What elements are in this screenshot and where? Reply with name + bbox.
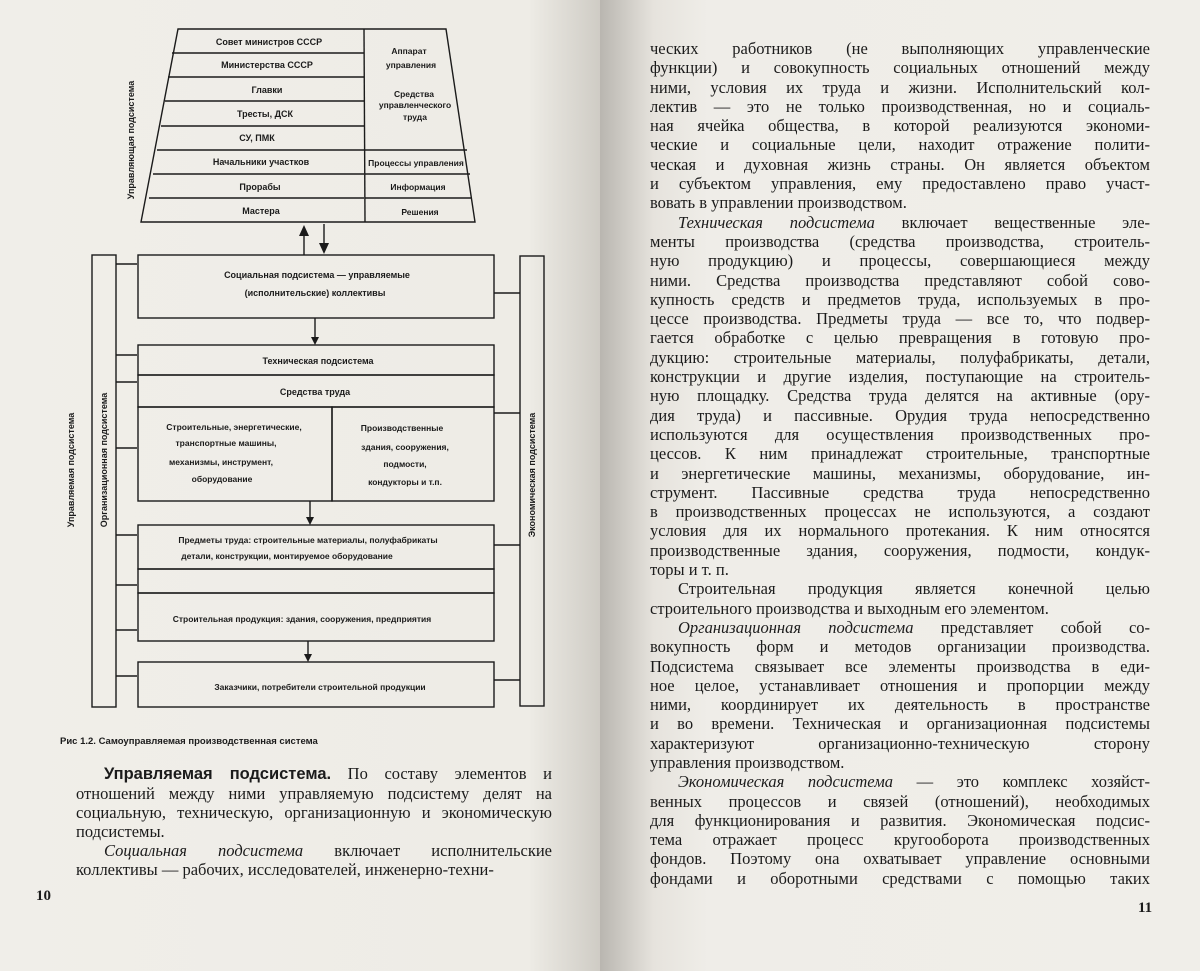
figure-caption: Рис 1.2. Самоуправляемая производственная система bbox=[60, 736, 318, 747]
social-box-text: (исполнительские) коллективы bbox=[244, 288, 386, 298]
left-body-text bbox=[76, 764, 552, 879]
processes-label: Процессы управления bbox=[368, 158, 464, 168]
apparatus-label: управления bbox=[385, 60, 437, 70]
customers-box-text: Заказчики, потребители строительной продукции bbox=[214, 682, 426, 692]
information-label: Информация bbox=[390, 182, 446, 192]
right-body-text bbox=[650, 39, 1150, 888]
term: Техническая подсистема bbox=[678, 212, 875, 232]
technical-box-text: Техническая подсистема bbox=[262, 356, 374, 366]
products-box-text: Строительная продукция: здания, сооружения, предприятия bbox=[172, 614, 432, 624]
pyramid-level: Министерства СССР bbox=[221, 60, 313, 70]
paragraph: Управляемая подсистема. По составу элементов и отношений между ними управляемую подсистему делят на социальную, техническую, организационную и экономическую подсистемы. bbox=[76, 764, 552, 841]
economic-subsystem-label: Экономическая подсистема bbox=[527, 412, 537, 538]
objects-box-text: детали, конструкции, монтируемое оборудование bbox=[181, 551, 393, 561]
paragraph: Экономическая подсистема — это комплекс хозяйст- венных процессов и связей (отношений), необходимых для функционирования и развития. Экономическая подсис- тема отражает процесс кругооборота производственных фондов. Поэтому она охватывает управление основными фондами и оборотными средствами с помощью таких bbox=[650, 772, 1150, 888]
passive-means-text: подмости, bbox=[383, 459, 427, 469]
means-label: Средства bbox=[393, 89, 435, 99]
passive-means-text: здания, сооружения, bbox=[361, 442, 449, 452]
social-box-text: Социальная подсистема — управляемые bbox=[224, 270, 410, 280]
apparatus-label: Аппарат bbox=[391, 46, 427, 56]
paragraph: Строительная продукция является конечной целью строительного производства и выходным его элементом. bbox=[650, 579, 1150, 618]
active-means-text: Строительные, энергетические, bbox=[166, 422, 302, 432]
term: Организационная подсистема bbox=[678, 617, 914, 637]
pyramid-level: СУ, ПМК bbox=[239, 133, 275, 143]
term: Экономическая подсистема bbox=[678, 772, 894, 792]
arrowhead-down bbox=[319, 243, 329, 254]
pyramid-level: Тресты, ДСК bbox=[236, 109, 294, 119]
passive-means-text: кондукторы и т.п. bbox=[368, 477, 442, 487]
active-means-text: транспортные машины, bbox=[175, 438, 277, 448]
managed-subsystem-label: Управляемая подсистема bbox=[66, 412, 76, 528]
paragraph: Социальная подсистема включает исполнительские коллективы — рабочих, исследователей, инженерно-техни- bbox=[76, 841, 553, 879]
active-means-text: оборудование bbox=[191, 474, 253, 484]
pyramid-level: Прорабы bbox=[239, 182, 281, 192]
production-system-diagram bbox=[0, 0, 600, 735]
means-label: труда bbox=[403, 112, 427, 122]
managing-subsystem-label: Управляющая подсистема bbox=[126, 80, 136, 200]
social-subsystem-box bbox=[138, 255, 494, 318]
decisions-label: Решения bbox=[401, 207, 439, 217]
objects-of-labour-box bbox=[138, 525, 494, 569]
paragraph: Организационная подсистема представляет собой со- вокупность форм и методов организации производства. Подсистема связывает все элементы производства в еди- ное целое, устанавливает отношения и пропорции между ними, координирует их деятельность в пространстве и во времени. Техническая и организационная подсистемы характеризуют организационно-техническую сторону управления производством. bbox=[650, 617, 1151, 772]
means-label: управленческого bbox=[378, 100, 452, 110]
pyramid-level: Совет министров СССР bbox=[215, 37, 323, 47]
objects-box-text: Предметы труда: строительные материалы, полуфабрикаты bbox=[178, 535, 438, 545]
paragraph: ческих работников (не выполняющих управленческие функции) и совокупность социальных отношений между ними, условия их труда и жизни. Исполнительский кол- лектив — это не только производственная, но и социаль- ная ячейка общества, в которой реализуются экономи- ческие и социальные цели, находит отражение полити- ческая и духовная жизнь страны. Он является объектом и субъектом управления, ему предоставлено право участ- вовать в управлении производством. bbox=[650, 39, 1150, 213]
arrowhead-up bbox=[299, 225, 309, 236]
term: Социальная подсистема bbox=[104, 841, 304, 860]
section-heading: Управляемая подсистема. bbox=[104, 765, 332, 783]
means-box-text: Средства труда bbox=[279, 387, 351, 397]
active-means-text: механизмы, инструмент, bbox=[169, 457, 273, 467]
page-number-right: 11 bbox=[1138, 900, 1153, 916]
passive-means-text: Производственные bbox=[360, 423, 444, 433]
page-number-left: 10 bbox=[36, 888, 51, 904]
paragraph: Техническая подсистема включает вещественные эле- менты производства (средства производства, строитель- ную продукцию) и процессы, совершающиеся между ними. Средства производства представляют собой сово- купность средств и предметов труда, используемых в про- цессе производства. Предметы труда — все то, что подвер- гается обработке с целью превращения в готовую про- дукцию: строительные материалы, полуфабрикаты, детали, конструкции и другие изделия, поступающие на строитель- ную площадку. Средства труда делятся на активные (ору- дия труда) и пассивные. Орудия труда непосредственно используются для осуществления производственных про- цессов. К ним принадлежат строительные, транспортные и энергетические машины, механизмы, оборудование, ин- струмент. Пассивные средства труда непосредственно в производственных процессах не используются, а создают условия для их нормального протекания. К ним относятся производственные здания, сооружения, подмости, кондук- торы и т. п. bbox=[650, 212, 1151, 580]
pyramid-level: Главки bbox=[251, 85, 283, 95]
pyramid-level: Начальники участков bbox=[212, 157, 310, 167]
pyramid-level: Мастера bbox=[242, 206, 280, 216]
organizational-subsystem-label: Организационная подсистема bbox=[99, 392, 109, 528]
